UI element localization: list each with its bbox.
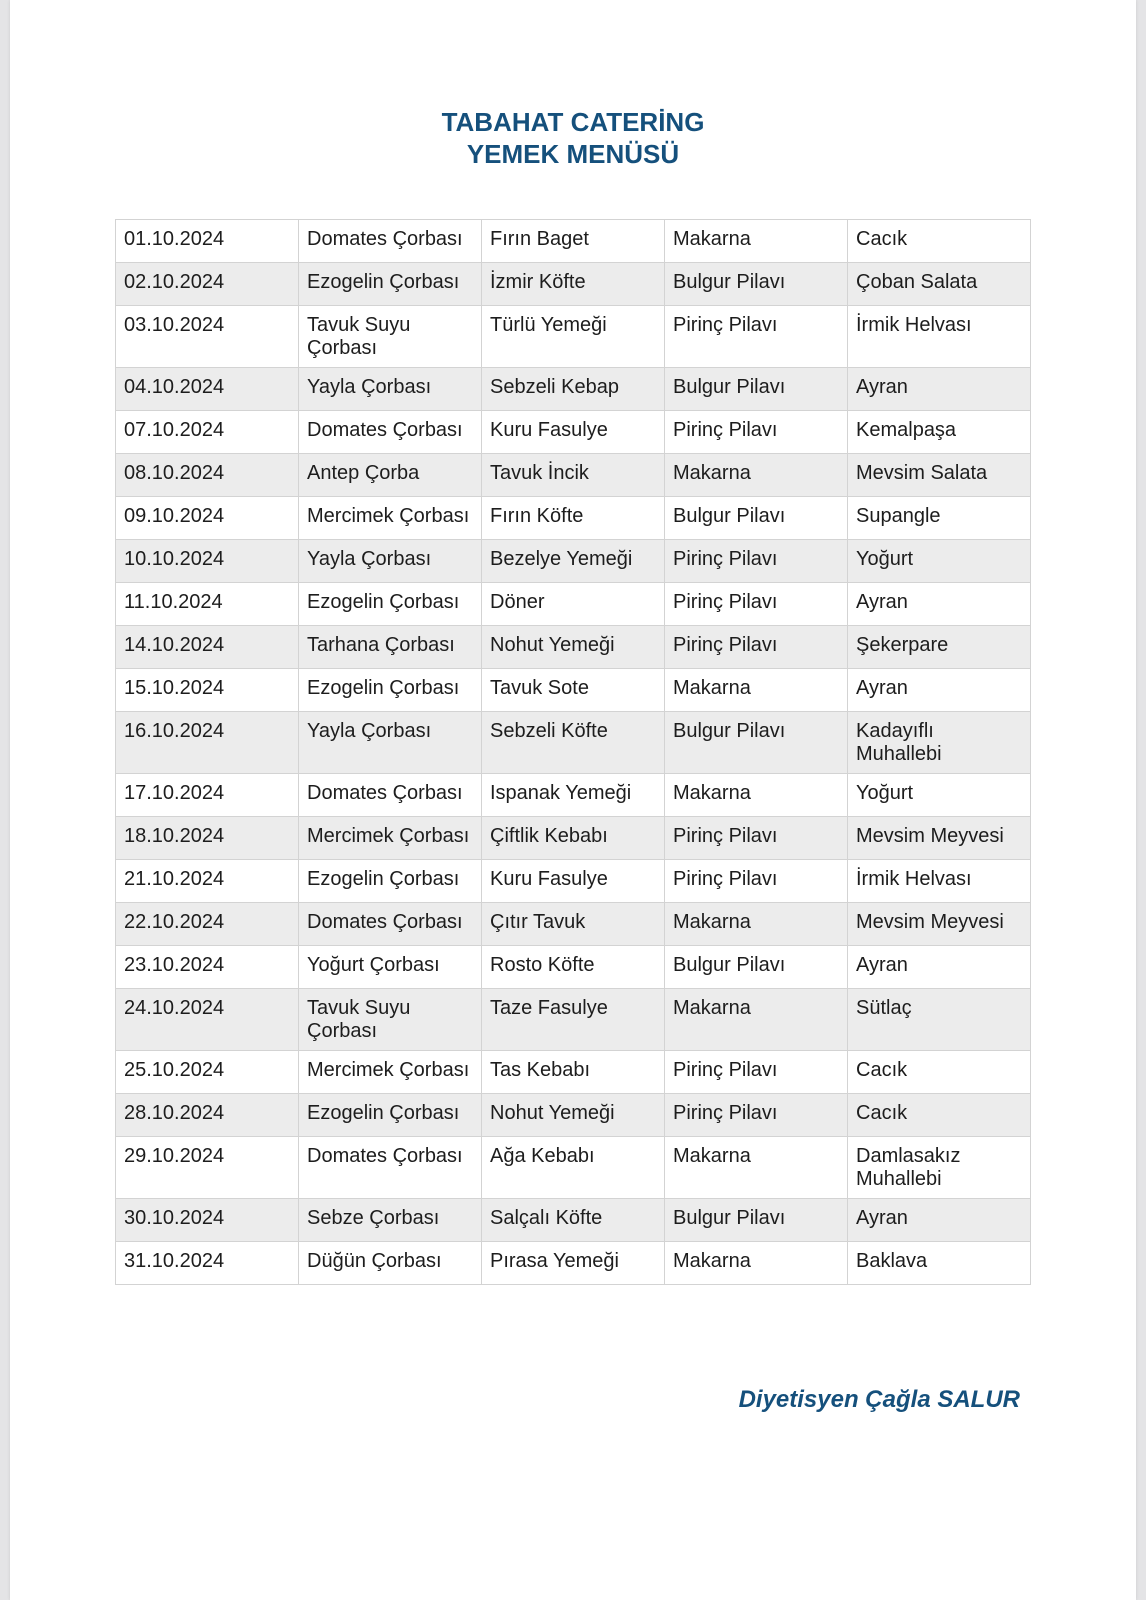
dessert-cell: Cacık [848, 1051, 1031, 1094]
date-cell: 03.10.2024 [116, 306, 299, 368]
soup-cell: Mercimek Çorbası [299, 817, 482, 860]
dessert-cell: İrmik Helvası [848, 306, 1031, 368]
main-dish-cell: Kuru Fasulye [482, 411, 665, 454]
main-dish-cell: Tavuk İncik [482, 454, 665, 497]
menu-row [116, 540, 1031, 583]
main-dish-cell: Türlü Yemeği [482, 306, 665, 368]
main-dish-cell: Sebzeli Köfte [482, 712, 665, 774]
date-cell: 11.10.2024 [116, 583, 299, 626]
main-dish-cell: Tas Kebabı [482, 1051, 665, 1094]
menu-row [116, 1242, 1031, 1285]
main-dish-cell: Taze Fasulye [482, 989, 665, 1051]
menu-row [116, 946, 1031, 989]
date-cell: 31.10.2024 [116, 1242, 299, 1285]
page-title [10, 106, 1136, 170]
menu-heading: YEMEK MENÜSÜ [466, 139, 680, 169]
soup-cell: Ezogelin Çorbası [299, 583, 482, 626]
date-cell: 22.10.2024 [116, 903, 299, 946]
side-dish-cell: Bulgur Pilavı [665, 368, 848, 411]
dessert-cell: Yoğurt [848, 774, 1031, 817]
main-dish-cell: Nohut Yemeği [482, 1094, 665, 1137]
side-dish-cell: Pirinç Pilavı [665, 583, 848, 626]
soup-cell: Mercimek Çorbası [299, 1051, 482, 1094]
menu-row [116, 817, 1031, 860]
soup-cell: Mercimek Çorbası [299, 497, 482, 540]
dessert-cell: Çoban Salata [848, 263, 1031, 306]
menu-row [116, 712, 1031, 774]
date-cell: 07.10.2024 [116, 411, 299, 454]
main-dish-cell: Sebzeli Kebap [482, 368, 665, 411]
side-dish-cell: Pirinç Pilavı [665, 626, 848, 669]
soup-cell: Domates Çorbası [299, 1137, 482, 1199]
menu-row [116, 860, 1031, 903]
soup-cell: Yayla Çorbası [299, 368, 482, 411]
dessert-cell: Ayran [848, 946, 1031, 989]
soup-cell: Domates Çorbası [299, 220, 482, 263]
date-cell: 17.10.2024 [116, 774, 299, 817]
menu-row [116, 903, 1031, 946]
date-cell: 25.10.2024 [116, 1051, 299, 1094]
menu-row [116, 626, 1031, 669]
menu-row [116, 306, 1031, 368]
date-cell: 09.10.2024 [116, 497, 299, 540]
menu-row [116, 454, 1031, 497]
side-dish-cell: Pirinç Pilavı [665, 306, 848, 368]
main-dish-cell: Fırın Köfte [482, 497, 665, 540]
soup-cell: Antep Çorba [299, 454, 482, 497]
main-dish-cell: Ağa Kebabı [482, 1137, 665, 1199]
menu-row [116, 220, 1031, 263]
side-dish-cell: Pirinç Pilavı [665, 860, 848, 903]
side-dish-cell: Makarna [665, 989, 848, 1051]
side-dish-cell: Pirinç Pilavı [665, 1094, 848, 1137]
date-cell: 16.10.2024 [116, 712, 299, 774]
soup-cell: Yayla Çorbası [299, 540, 482, 583]
soup-cell: Yoğurt Çorbası [299, 946, 482, 989]
side-dish-cell: Pirinç Pilavı [665, 817, 848, 860]
main-dish-cell: Ispanak Yemeği [482, 774, 665, 817]
dessert-cell: Ayran [848, 368, 1031, 411]
dessert-cell: Cacık [848, 220, 1031, 263]
company-name: TABAHAT CATERİNG [441, 107, 705, 137]
menu-row [116, 1094, 1031, 1137]
main-dish-cell: Fırın Baget [482, 220, 665, 263]
side-dish-cell: Pirinç Pilavı [665, 1051, 848, 1094]
main-dish-cell: Nohut Yemeği [482, 626, 665, 669]
dessert-cell: Mevsim Salata [848, 454, 1031, 497]
main-dish-cell: Kuru Fasulye [482, 860, 665, 903]
dessert-cell: Supangle [848, 497, 1031, 540]
side-dish-cell: Makarna [665, 1137, 848, 1199]
menu-row [116, 989, 1031, 1051]
soup-cell: Yayla Çorbası [299, 712, 482, 774]
dessert-cell: İrmik Helvası [848, 860, 1031, 903]
soup-cell: Ezogelin Çorbası [299, 860, 482, 903]
dessert-cell: Cacık [848, 1094, 1031, 1137]
main-dish-cell: Çıtır Tavuk [482, 903, 665, 946]
menu-row [116, 583, 1031, 626]
date-cell: 29.10.2024 [116, 1137, 299, 1199]
dessert-cell: Mevsim Meyvesi [848, 817, 1031, 860]
menu-row [116, 1199, 1031, 1242]
soup-cell: Domates Çorbası [299, 774, 482, 817]
menu-row [116, 1051, 1031, 1094]
menu-document-page [10, 0, 1136, 1600]
side-dish-cell: Bulgur Pilavı [665, 946, 848, 989]
side-dish-cell: Makarna [665, 669, 848, 712]
soup-cell: Ezogelin Çorbası [299, 263, 482, 306]
side-dish-cell: Makarna [665, 220, 848, 263]
main-dish-cell: Bezelye Yemeği [482, 540, 665, 583]
date-cell: 23.10.2024 [116, 946, 299, 989]
date-cell: 10.10.2024 [116, 540, 299, 583]
date-cell: 14.10.2024 [116, 626, 299, 669]
soup-cell: Ezogelin Çorbası [299, 1094, 482, 1137]
menu-row [116, 774, 1031, 817]
side-dish-cell: Makarna [665, 1242, 848, 1285]
soup-cell: Tavuk Suyu Çorbası [299, 989, 482, 1051]
menu-row [116, 263, 1031, 306]
side-dish-cell: Bulgur Pilavı [665, 712, 848, 774]
dessert-cell: Şekerpare [848, 626, 1031, 669]
date-cell: 01.10.2024 [116, 220, 299, 263]
menu-row [116, 368, 1031, 411]
dessert-cell: Ayran [848, 1199, 1031, 1242]
dessert-cell: Kadayıflı Muhallebi [848, 712, 1031, 774]
dessert-cell: Sütlaç [848, 989, 1031, 1051]
soup-cell: Sebze Çorbası [299, 1199, 482, 1242]
dessert-cell: Baklava [848, 1242, 1031, 1285]
main-dish-cell: Pırasa Yemeği [482, 1242, 665, 1285]
side-dish-cell: Bulgur Pilavı [665, 1199, 848, 1242]
date-cell: 15.10.2024 [116, 669, 299, 712]
dessert-cell: Damlasakız Muhallebi [848, 1137, 1031, 1199]
menu-row [116, 1137, 1031, 1199]
soup-cell: Tarhana Çorbası [299, 626, 482, 669]
dessert-cell: Ayran [848, 669, 1031, 712]
soup-cell: Domates Çorbası [299, 903, 482, 946]
date-cell: 08.10.2024 [116, 454, 299, 497]
dessert-cell: Kemalpaşa [848, 411, 1031, 454]
soup-cell: Düğün Çorbası [299, 1242, 482, 1285]
menu-table [115, 219, 1031, 1285]
menu-table-body [116, 220, 1031, 1285]
main-dish-cell: Çiftlik Kebabı [482, 817, 665, 860]
date-cell: 21.10.2024 [116, 860, 299, 903]
date-cell: 18.10.2024 [116, 817, 299, 860]
side-dish-cell: Makarna [665, 774, 848, 817]
dessert-cell: Ayran [848, 583, 1031, 626]
side-dish-cell: Makarna [665, 454, 848, 497]
main-dish-cell: Tavuk Sote [482, 669, 665, 712]
dessert-cell: Mevsim Meyvesi [848, 903, 1031, 946]
side-dish-cell: Pirinç Pilavı [665, 540, 848, 583]
menu-row [116, 411, 1031, 454]
date-cell: 04.10.2024 [116, 368, 299, 411]
side-dish-cell: Bulgur Pilavı [665, 497, 848, 540]
main-dish-cell: İzmir Köfte [482, 263, 665, 306]
soup-cell: Ezogelin Çorbası [299, 669, 482, 712]
date-cell: 28.10.2024 [116, 1094, 299, 1137]
dessert-cell: Yoğurt [848, 540, 1031, 583]
soup-cell: Domates Çorbası [299, 411, 482, 454]
side-dish-cell: Pirinç Pilavı [665, 411, 848, 454]
date-cell: 24.10.2024 [116, 989, 299, 1051]
menu-row [116, 669, 1031, 712]
soup-cell: Tavuk Suyu Çorbası [299, 306, 482, 368]
main-dish-cell: Salçalı Köfte [482, 1199, 665, 1242]
main-dish-cell: Rosto Köfte [482, 946, 665, 989]
date-cell: 02.10.2024 [116, 263, 299, 306]
side-dish-cell: Makarna [665, 903, 848, 946]
main-dish-cell: Döner [482, 583, 665, 626]
side-dish-cell: Bulgur Pilavı [665, 263, 848, 306]
dietitian-signature: Diyetisyen Çağla SALUR [738, 1386, 1020, 1413]
date-cell: 30.10.2024 [116, 1199, 299, 1242]
menu-row [116, 497, 1031, 540]
